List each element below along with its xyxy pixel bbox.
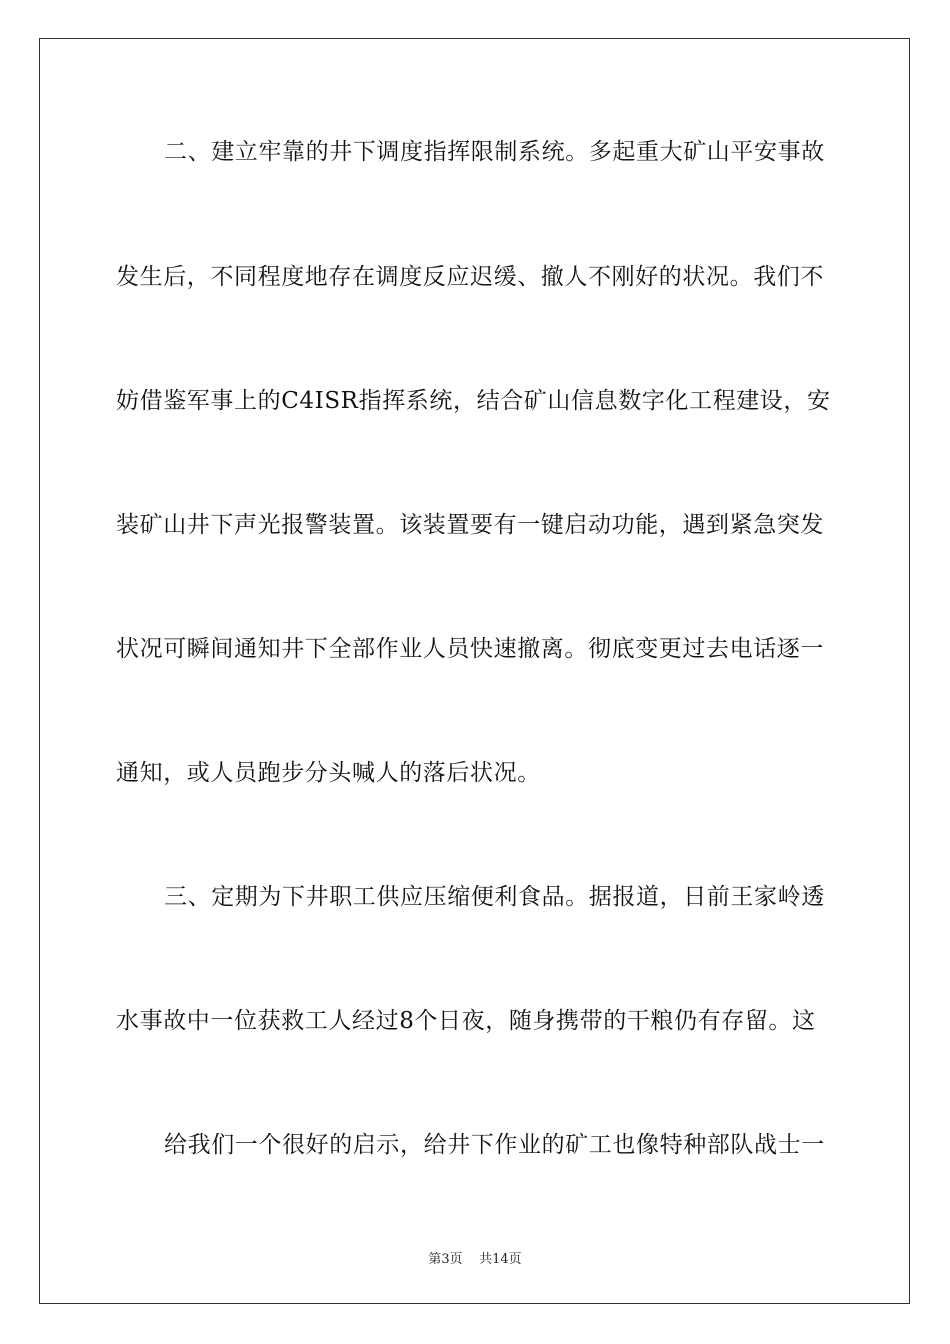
paragraph-3-line-2: 水事故中一位获救工人经过8个日夜，随身携带的干粮仍有存留。这 <box>116 1008 816 1034</box>
page-footer <box>0 1248 950 1267</box>
paragraph-2-line-1: 二、建立牢靠的井下调度指挥限制系统。多起重大矿山平安事故 <box>164 139 825 165</box>
paragraph-2-line-5: 状况可瞬间通知井下全部作业人员快速撤离。彻底变更过去电话逐一 <box>116 636 824 662</box>
paragraph-2-line-4: 装矿山井下声光报警装置。该装置要有一键启动功能，遇到紧急突发 <box>116 512 824 538</box>
paragraph-2-line-2: 发生后，不同程度地存在调度反应迟缓、撤人不刚好的状况。我们不 <box>116 264 824 290</box>
paragraph-2-line-6: 通知，或人员跑步分头喊人的落后状况。 <box>116 760 541 786</box>
paragraph-3-line-1: 三、定期为下井职工供应压缩便利食品。据报道，日前王家岭透 <box>164 884 825 910</box>
paragraph-4-line-1: 给我们一个很好的启示，给井下作业的矿工也像特种部队战士一 <box>164 1132 825 1158</box>
paragraph-2-line-3: 妨借鉴军事上的C4ISR指挥系统，结合矿山信息数字化工程建设，安 <box>116 388 831 414</box>
page-number: 第3页 <box>428 1252 463 1267</box>
total-pages: 共14页 <box>479 1252 522 1267</box>
page-border <box>39 38 910 1304</box>
